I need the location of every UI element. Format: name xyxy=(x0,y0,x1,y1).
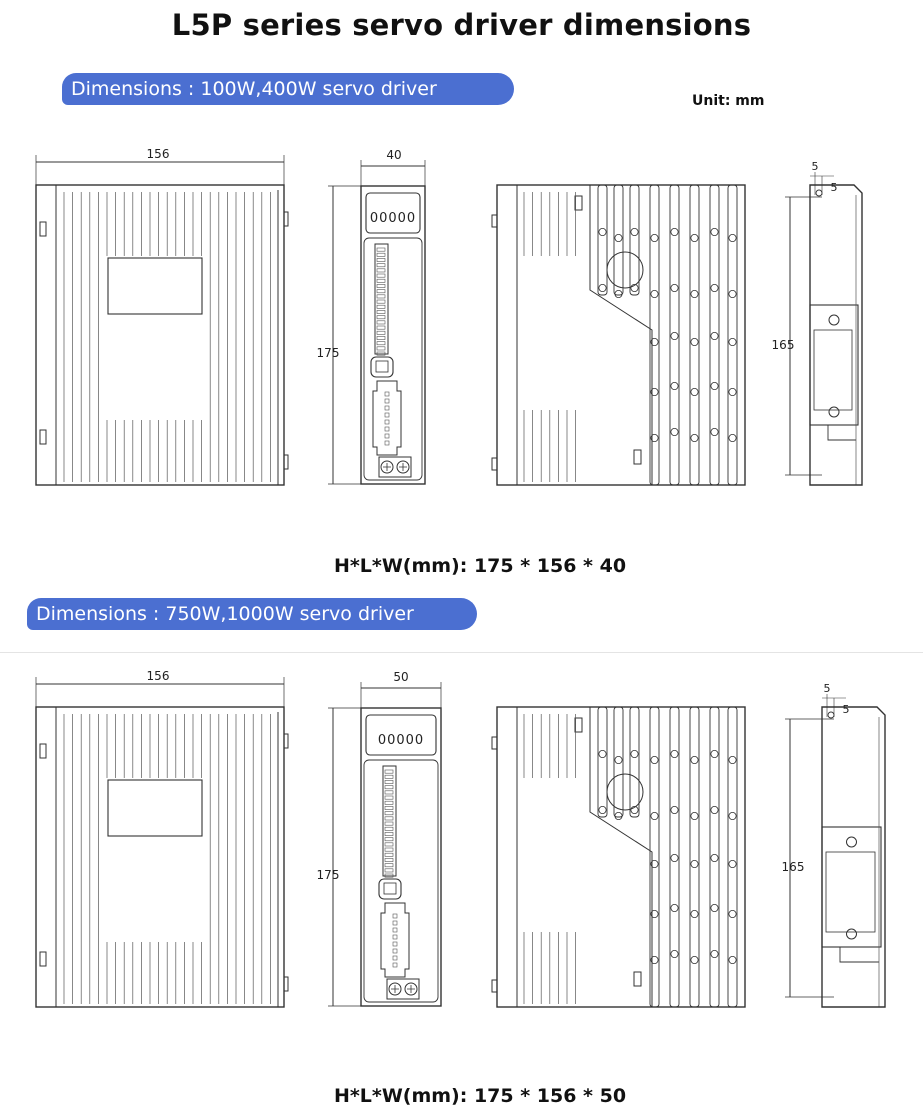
connector-pin xyxy=(377,253,385,256)
fin-hole xyxy=(711,332,718,339)
connector-pin xyxy=(385,827,393,830)
encoder-connector-pins xyxy=(384,883,396,894)
width-dimension-label: 50 xyxy=(393,670,409,684)
encoder-connector xyxy=(379,879,401,899)
fin-hole xyxy=(671,382,678,389)
terminal-slot xyxy=(393,949,397,953)
connector-pin xyxy=(385,853,393,856)
fin-hole xyxy=(711,904,718,911)
heatsink-fin xyxy=(598,707,607,817)
terminal-slot xyxy=(385,392,389,396)
mount-clip xyxy=(575,718,582,732)
terminal-slot xyxy=(393,935,397,939)
fin-hole xyxy=(711,806,718,813)
fin-hole xyxy=(671,428,678,435)
connector-pin xyxy=(385,817,393,820)
mount-height-dimension-label: 165 xyxy=(771,338,795,352)
fan-outline xyxy=(607,774,643,810)
terminal-slot xyxy=(393,963,397,967)
dimension-caption-750w-1000w: H*L*W(mm): 175 * 156 * 50 xyxy=(333,1085,627,1107)
connector-pin xyxy=(385,770,393,773)
screw-icon xyxy=(829,315,839,325)
terminal-slot xyxy=(385,441,389,445)
connector-pin xyxy=(377,305,385,308)
connector-pin xyxy=(385,848,393,851)
connector-pin xyxy=(377,290,385,293)
terminal-slot xyxy=(393,956,397,960)
fin-hole xyxy=(691,956,698,963)
connector-pin xyxy=(377,310,385,313)
connector-pin xyxy=(385,812,393,815)
connector-pin xyxy=(377,347,385,350)
connector-pin xyxy=(385,864,393,867)
fin-hole xyxy=(651,756,658,763)
mount-clip xyxy=(40,430,46,444)
mount-clip xyxy=(40,222,46,236)
section-divider xyxy=(0,652,923,653)
connector-pin xyxy=(377,284,385,287)
unit-label: Unit: mm xyxy=(692,93,765,109)
fin-hole xyxy=(651,812,658,819)
terminal-slot xyxy=(385,406,389,410)
fin-hole xyxy=(711,284,718,291)
fin-hole xyxy=(729,910,736,917)
heatsink-fin xyxy=(630,707,639,817)
connector-pin xyxy=(385,832,393,835)
display-readout: 00000 xyxy=(377,733,425,748)
height-dimension-label: 175 xyxy=(316,868,340,882)
front-view-outline xyxy=(361,186,425,484)
fin-hole xyxy=(711,382,718,389)
mount-height-dimension-label: 165 xyxy=(781,860,805,874)
side-tab xyxy=(492,980,497,992)
connector-pin xyxy=(377,274,385,277)
screw-icon xyxy=(829,407,839,417)
fin-hole xyxy=(671,854,678,861)
connector-pin xyxy=(377,258,385,261)
label-window xyxy=(108,780,202,836)
fin-hole xyxy=(671,750,678,757)
connector-pin xyxy=(385,775,393,778)
front-panel xyxy=(364,760,438,1002)
terminal-slot xyxy=(393,928,397,932)
side-tab xyxy=(492,737,497,749)
terminal-slot xyxy=(385,427,389,431)
side-tab xyxy=(492,215,497,227)
page-title: L5P series servo driver dimensions xyxy=(171,8,752,42)
fin-hole xyxy=(711,228,718,235)
connector-pin xyxy=(377,331,385,334)
screw-slot xyxy=(391,985,415,993)
hole-offset-x-label: 5 xyxy=(823,682,831,695)
height-dimension-label: 175 xyxy=(316,346,340,360)
connector-pin xyxy=(385,780,393,783)
connector-pin xyxy=(377,300,385,303)
fin-hole xyxy=(691,860,698,867)
fin-hole xyxy=(615,290,622,297)
fin-hole xyxy=(599,284,606,291)
fin-hole xyxy=(671,228,678,235)
connector-pin xyxy=(385,791,393,794)
fin-hole xyxy=(691,910,698,917)
fin-hole xyxy=(691,338,698,345)
fin-hole xyxy=(615,234,622,241)
connector-pin xyxy=(377,326,385,329)
fin-hole xyxy=(729,956,736,963)
section-banner-100w-400w: Dimensions : 100W,400W servo driver xyxy=(62,73,514,105)
mount-clip xyxy=(40,744,46,758)
terminal-slot xyxy=(385,399,389,403)
bracket-plate xyxy=(826,852,875,932)
fin-hole xyxy=(711,854,718,861)
fin-hole xyxy=(671,904,678,911)
fin-hole xyxy=(691,812,698,819)
connector-pin xyxy=(385,869,393,872)
terminal-slot xyxy=(385,413,389,417)
terminal-slot xyxy=(393,914,397,918)
screw-icon xyxy=(847,837,857,847)
width-dimension-label: 40 xyxy=(386,148,402,162)
connector-pin xyxy=(377,342,385,345)
connector-pin xyxy=(385,858,393,861)
fin-hole xyxy=(615,756,622,763)
fin-hole xyxy=(711,750,718,757)
drawing-100w-400w xyxy=(0,140,923,520)
fin-hole xyxy=(691,756,698,763)
section-banner-750w-1000w: Dimensions : 750W,1000W servo driver xyxy=(27,598,477,630)
fan-outline xyxy=(607,252,643,288)
drawing-750w-1000w xyxy=(0,662,923,1042)
fin-hole xyxy=(691,434,698,441)
connector-pin xyxy=(377,336,385,339)
fin-hole xyxy=(691,290,698,297)
fin-hole xyxy=(711,950,718,957)
length-dimension-label: 156 xyxy=(146,147,170,161)
fin-hole xyxy=(729,434,736,441)
fin-hole xyxy=(631,750,638,757)
mounting-hole xyxy=(816,190,822,196)
connector-pin xyxy=(385,843,393,846)
bracket-step xyxy=(810,425,856,440)
fin-hole xyxy=(691,388,698,395)
fin-hole xyxy=(599,750,606,757)
connector-pin xyxy=(377,248,385,251)
side-view-outline xyxy=(36,707,284,1007)
display-readout: 00000 xyxy=(369,211,417,226)
connector-pin xyxy=(377,295,385,298)
connector-pin xyxy=(377,264,385,267)
side-view-outline xyxy=(36,185,284,485)
heatsink-fin xyxy=(630,185,639,295)
fin-hole xyxy=(599,228,606,235)
fin-hole xyxy=(729,812,736,819)
bracket-step xyxy=(822,947,879,962)
hole-offset-y-label: 5 xyxy=(830,181,838,194)
side-tab xyxy=(492,458,497,470)
bracket-plate xyxy=(814,330,852,410)
label-window xyxy=(108,258,202,314)
right-view-outline xyxy=(497,707,745,1007)
fin-hole xyxy=(729,234,736,241)
hole-offset-y-label: 5 xyxy=(842,703,850,716)
fin-hole xyxy=(729,860,736,867)
fin-hole xyxy=(691,234,698,241)
mount-clip xyxy=(575,196,582,210)
fin-hole xyxy=(671,806,678,813)
screw-icon xyxy=(847,929,857,939)
fin-hole xyxy=(711,428,718,435)
fin-hole xyxy=(671,950,678,957)
fin-hole xyxy=(671,332,678,339)
mount-clip xyxy=(40,952,46,966)
fin-hole xyxy=(615,812,622,819)
fin-hole xyxy=(729,338,736,345)
connector-pin xyxy=(385,796,393,799)
encoder-connector-pins xyxy=(376,361,388,372)
front-view-outline xyxy=(361,708,441,1006)
terminal-slot xyxy=(393,942,397,946)
fin-hole xyxy=(729,290,736,297)
mount-clip xyxy=(634,972,641,986)
connector-pin xyxy=(377,316,385,319)
terminal-slot xyxy=(385,420,389,424)
connector-pin xyxy=(385,806,393,809)
fin-hole xyxy=(671,284,678,291)
terminal-slot xyxy=(393,921,397,925)
fin-hole xyxy=(631,228,638,235)
fin-hole xyxy=(599,806,606,813)
right-view-outline xyxy=(497,185,745,485)
mounting-hole xyxy=(828,712,834,718)
fin-hole xyxy=(651,290,658,297)
mount-clip xyxy=(634,450,641,464)
connector-pin xyxy=(377,279,385,282)
fin-hole xyxy=(729,756,736,763)
connector-pin xyxy=(385,838,393,841)
connector-pin xyxy=(385,801,393,804)
fin-hole xyxy=(729,388,736,395)
encoder-connector xyxy=(371,357,393,377)
connector-pin xyxy=(385,786,393,789)
connector-pin xyxy=(377,269,385,272)
heatsink-fin xyxy=(598,185,607,295)
fin-hole xyxy=(651,234,658,241)
dimension-caption-100w-400w: H*L*W(mm): 175 * 156 * 40 xyxy=(333,555,627,577)
connector-pin xyxy=(385,822,393,825)
terminal-slot xyxy=(385,434,389,438)
connector-pin xyxy=(377,321,385,324)
hole-offset-x-label: 5 xyxy=(811,160,819,173)
length-dimension-label: 156 xyxy=(146,669,170,683)
screw-slot xyxy=(383,463,407,471)
